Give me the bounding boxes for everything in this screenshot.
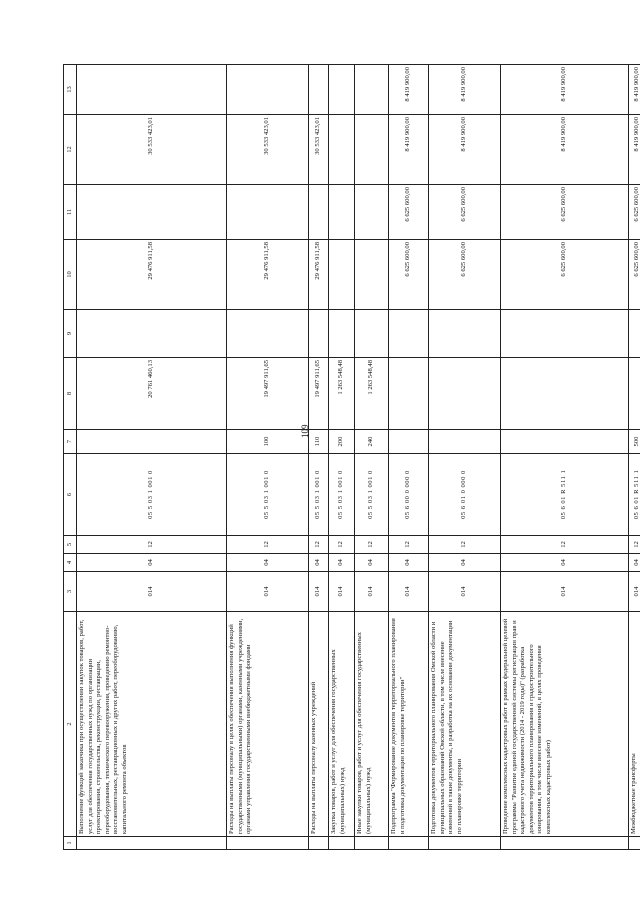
cell-c12: 8 419 900,00 <box>629 115 640 185</box>
cell-c3: 014 <box>429 572 501 612</box>
cell-c12: 30 533 423,01 <box>77 115 227 185</box>
cell-c7 <box>429 430 501 454</box>
cell-c12: 8 419 900,00 <box>429 115 501 185</box>
column-header-11: 11 <box>64 185 77 240</box>
cell-c13: 8 419 900,00 <box>501 65 629 115</box>
cell-c3: 014 <box>227 572 309 612</box>
cell-c3: 014 <box>309 572 329 612</box>
cell-c10: 29 476 911,58 <box>309 240 329 310</box>
cell-c11 <box>227 185 309 240</box>
cell-c4: 04 <box>227 554 309 572</box>
cell-c1 <box>629 837 640 850</box>
cell-c2: Расходы на выплаты персоналу казенных учреждений <box>309 612 329 837</box>
cell-c4: 04 <box>389 554 429 572</box>
cell-c11 <box>309 185 329 240</box>
cell-c7 <box>389 430 429 454</box>
cell-c10 <box>355 240 389 310</box>
cell-c11: 6 625 600,00 <box>629 185 640 240</box>
column-header-9: 9 <box>64 310 77 358</box>
cell-c2: Иные закупки товаров, работ и услуг для обеспечения государственных (муниципальных) нужд <box>355 612 389 837</box>
cell-c8 <box>501 358 629 430</box>
column-header-4: 4 <box>64 554 77 572</box>
cell-c8: 20 761 460,13 <box>77 358 227 430</box>
cell-c10: 6 625 600,00 <box>501 240 629 310</box>
cell-c4: 04 <box>77 554 227 572</box>
cell-c9 <box>77 310 227 358</box>
column-header-6: 6 <box>64 454 77 536</box>
cell-c1 <box>329 837 355 850</box>
cell-c4: 04 <box>329 554 355 572</box>
cell-c6: 05 5 03 1 001 0 <box>355 454 389 536</box>
cell-c6: 05 5 03 1 001 0 <box>227 454 309 536</box>
cell-c5: 12 <box>227 536 309 554</box>
table-row <box>501 65 629 850</box>
table-body <box>77 65 640 850</box>
cell-c8: 19 497 911,65 <box>227 358 309 430</box>
cell-c10: 29 476 911,58 <box>227 240 309 310</box>
cell-c12: 8 419 900,00 <box>501 115 629 185</box>
cell-c13 <box>329 65 355 115</box>
table-row <box>389 65 429 850</box>
cell-c7: 240 <box>355 430 389 454</box>
cell-c2: Расходы на выплаты персоналу в целях обеспечения выполнения функций государственными (муниципальными) органами, казенными учреждениями, органами управления государственными внебюджетными фондами <box>227 612 309 837</box>
cell-c8 <box>389 358 429 430</box>
cell-c5: 12 <box>329 536 355 554</box>
cell-c4: 04 <box>309 554 329 572</box>
cell-c3: 014 <box>329 572 355 612</box>
cell-c13: 8 419 900,00 <box>629 65 640 115</box>
header-row <box>64 65 77 850</box>
cell-c7: 200 <box>329 430 355 454</box>
cell-c5: 12 <box>77 536 227 554</box>
table-row <box>227 65 309 850</box>
cell-c11: 6 625 600,00 <box>389 185 429 240</box>
table-row <box>355 65 389 850</box>
cell-c12: 30 533 423,01 <box>227 115 309 185</box>
cell-c2: Выполнение функций заказчика при осуществлении закупок товаров, работ, услуг для обеспечения государственных нужд по организации проектирования, строительства, реконструкции, реставрации, переоборудования, технического перевооружения, проведению ремонтно-восстановительных, реставрационных и других работ, переоборудованию, капитального ремонта объектов <box>77 612 227 837</box>
cell-c9 <box>355 310 389 358</box>
column-header-1: 1 <box>64 837 77 850</box>
cell-c10: 29 476 911,58 <box>77 240 227 310</box>
cell-c3: 014 <box>501 572 629 612</box>
cell-c5: 12 <box>389 536 429 554</box>
cell-c10: 6 625 600,00 <box>389 240 429 310</box>
table-row <box>329 65 355 850</box>
cell-c8 <box>629 358 640 430</box>
budget-table <box>63 64 640 850</box>
cell-c5: 12 <box>355 536 389 554</box>
cell-c5: 12 <box>429 536 501 554</box>
cell-c10: 6 625 600,00 <box>429 240 501 310</box>
cell-c1 <box>389 837 429 850</box>
cell-c11 <box>355 185 389 240</box>
cell-c9 <box>309 310 329 358</box>
cell-c12 <box>355 115 389 185</box>
cell-c12: 30 533 423,01 <box>309 115 329 185</box>
cell-c4: 04 <box>629 554 640 572</box>
rotated-table-container <box>63 65 640 850</box>
cell-c13 <box>309 65 329 115</box>
cell-c6: 05 6 01 R 511 1 <box>501 454 629 536</box>
column-header-8: 8 <box>64 358 77 430</box>
cell-c13: 8 419 900,00 <box>429 65 501 115</box>
cell-c6: 05 5 03 1 001 0 <box>77 454 227 536</box>
cell-c9 <box>501 310 629 358</box>
cell-c3: 014 <box>355 572 389 612</box>
cell-c6: 05 5 03 1 001 0 <box>329 454 355 536</box>
cell-c13 <box>355 65 389 115</box>
cell-c13 <box>77 65 227 115</box>
cell-c8 <box>429 358 501 430</box>
cell-c5: 12 <box>629 536 640 554</box>
cell-c11 <box>329 185 355 240</box>
table-row <box>629 65 640 850</box>
cell-c8: 1 263 548,48 <box>329 358 355 430</box>
cell-c13: 8 419 900,00 <box>389 65 429 115</box>
cell-c6: 05 6 00 0 000 0 <box>389 454 429 536</box>
column-header-7: 7 <box>64 430 77 454</box>
cell-c1 <box>355 837 389 850</box>
cell-c2: Подготовка документов территориального планирования Омской области и муниципальных образований Омской области, в том числе внесение изменений в такие документы, и разработка на их основании документации по планировке территории <box>429 612 501 837</box>
column-header-12: 12 <box>64 115 77 185</box>
cell-c2: Закупка товаров, работ и услуг для обеспечения государственных (муниципальных) нужд <box>329 612 355 837</box>
cell-c6: 05 6 01 0 000 0 <box>429 454 501 536</box>
cell-c8: 1 263 548,48 <box>355 358 389 430</box>
cell-c11 <box>77 185 227 240</box>
cell-c7: 100 <box>227 430 309 454</box>
page-number: 109 <box>300 424 310 438</box>
cell-c9 <box>429 310 501 358</box>
cell-c7 <box>77 430 227 454</box>
cell-c12: 8 419 900,00 <box>389 115 429 185</box>
column-header-13: 13 <box>64 65 77 115</box>
cell-c4: 04 <box>355 554 389 572</box>
cell-c2: Проведение комплексных кадастровых работ в рамках федеральной целевой программы "Развитие единой государственной системы регистрации прав и кадастрового учета недвижимости (2014 - 2019 годы)" (разработка документов территориального планирования и градостроительного зонирования, в том числе внесение изменений, в целях проведения комплексных кадастровых работ) <box>501 612 629 837</box>
cell-c11: 6 625 600,00 <box>501 185 629 240</box>
cell-c12 <box>329 115 355 185</box>
cell-c1 <box>227 837 309 850</box>
table-row <box>77 65 227 850</box>
cell-c1 <box>501 837 629 850</box>
cell-c11: 6 625 600,00 <box>429 185 501 240</box>
column-header-3: 3 <box>64 572 77 612</box>
cell-c8: 19 497 911,65 <box>309 358 329 430</box>
cell-c1 <box>309 837 329 850</box>
cell-c10: 6 625 600,00 <box>629 240 640 310</box>
cell-c1 <box>77 837 227 850</box>
cell-c4: 04 <box>501 554 629 572</box>
cell-c10 <box>329 240 355 310</box>
table-row <box>309 65 329 850</box>
cell-c1 <box>429 837 501 850</box>
cell-c9 <box>227 310 309 358</box>
cell-c5: 12 <box>309 536 329 554</box>
cell-c6: 05 5 03 1 001 0 <box>309 454 329 536</box>
cell-c2: Подпрограмма "Формирование документов территориального планирования и подготовка документации по планировке территории" <box>389 612 429 837</box>
cell-c7 <box>501 430 629 454</box>
cell-c3: 014 <box>77 572 227 612</box>
column-header-2: 2 <box>64 612 77 837</box>
cell-c3: 014 <box>389 572 429 612</box>
table-row <box>429 65 501 850</box>
column-header-10: 10 <box>64 240 77 310</box>
cell-c4: 04 <box>429 554 501 572</box>
cell-c9 <box>629 310 640 358</box>
cell-c2: Межбюджетные трансферты <box>629 612 640 837</box>
cell-c9 <box>329 310 355 358</box>
cell-c6: 05 6 01 R 511 1 <box>629 454 640 536</box>
cell-c13 <box>227 65 309 115</box>
cell-c9 <box>389 310 429 358</box>
column-header-5: 5 <box>64 536 77 554</box>
cell-c5: 12 <box>501 536 629 554</box>
cell-c7: 110 <box>309 430 329 454</box>
cell-c3: 014 <box>629 572 640 612</box>
cell-c7: 500 <box>629 430 640 454</box>
